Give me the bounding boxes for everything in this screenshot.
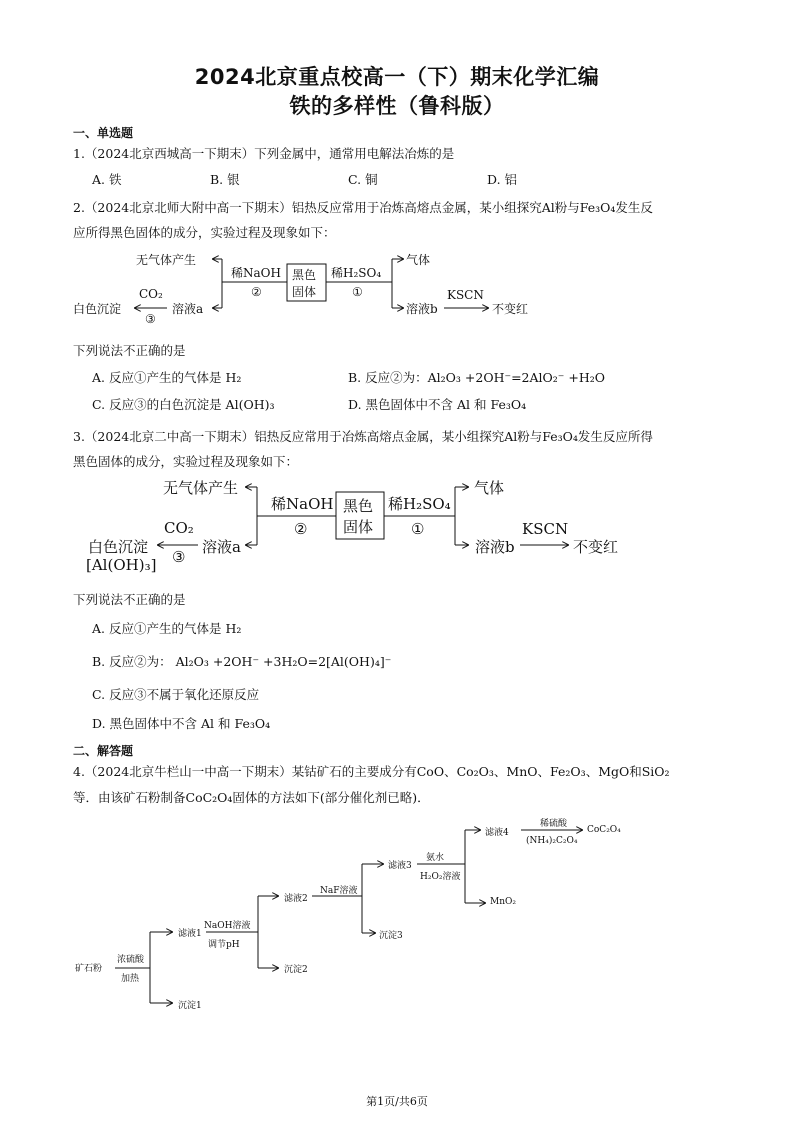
q4-naoh-solution: NaOH溶液 — [204, 921, 251, 931]
page-number: 第1页/共6页 — [366, 1095, 428, 1108]
q2-no-red-label: 不变红 — [492, 302, 529, 316]
q4-conc-h2so4: 浓硫酸 — [117, 955, 145, 965]
q2-solution-b: 溶液b — [406, 302, 438, 316]
q4-ammonia: 氨水 — [426, 853, 445, 863]
q3-aloh3-label: [Al(OH)₃] — [86, 556, 157, 574]
q4-ore-powder: 矿石粉 — [75, 964, 103, 974]
q2-no-gas-label: 无气体产生 — [136, 253, 197, 267]
q2-step3-label: ③ — [145, 312, 156, 326]
q2-step2-label: ② — [251, 285, 262, 299]
q4-adjust-ph: 调节pH — [208, 940, 240, 950]
q3-gas-label: 气体 — [474, 479, 505, 497]
q2-option-b: B. 反应②为：Al₂O₃ +2OH⁻=2AlO₂⁻ +H₂O — [348, 370, 605, 385]
q2-co2-label: CO₂ — [139, 287, 163, 301]
q2-black-solid-line2: 固体 — [292, 285, 317, 299]
q2-stem-line-2: 应所得黑色固体的成分，实验过程及现象如下： — [73, 225, 336, 240]
q2-naoh-label: 稀NaOH — [231, 266, 281, 280]
q4-mno2: MnO₂ — [490, 897, 516, 907]
q2-stem-line-1: 2.（2024北京北师大附中高一下期末）铝热反应常用于冶炼高熔点金属，某小组探究Al粉与Fe₃O₄发生反 — [73, 200, 653, 215]
q3-option-b: B. 反应②为： Al₂O₃ +2OH⁻ +3H₂O=2[Al(OH)₄]⁻ — [92, 654, 392, 669]
q3-option-d: D. 黑色固体中不含 Al 和 Fe₃O₄ — [92, 716, 271, 731]
q3-option-c: C. 反应③不属于氧化还原反应 — [92, 687, 260, 702]
q4-ammonium-oxalate: (NH₄)₂C₂O₄ — [526, 836, 578, 846]
q4-product-coc2o4: CoC₂O₄ — [587, 825, 621, 835]
q4-precipitate-3: 沉淀3 — [379, 931, 403, 941]
q4-naf-solution: NaF溶液 — [320, 886, 358, 896]
q2-step1-label: ① — [352, 285, 363, 299]
q2-gas-label: 气体 — [406, 253, 431, 267]
q2-h2so4-label: 稀H₂SO₄ — [331, 266, 382, 280]
q1-option-a: A. 铁 — [92, 172, 122, 187]
q2-black-solid-line1: 黑色 — [292, 268, 317, 282]
q3-white-ppt-label: 白色沉淀 — [88, 538, 149, 556]
section-single-choice: 一、单选题 — [73, 126, 134, 140]
q1-option-c: C. 铜 — [348, 172, 378, 187]
q3-no-gas-label: 无气体产生 — [163, 479, 239, 497]
q2-question: 下列说法不正确的是 — [73, 343, 186, 358]
q3-kscn-label: KSCN — [522, 520, 569, 538]
q2-option-c: C. 反应③的白色沉淀是 Al(OH)₃ — [92, 397, 275, 412]
q4-precipitate-2: 沉淀2 — [284, 965, 308, 975]
q4-precipitate-1: 沉淀1 — [178, 1001, 202, 1011]
q3-step2-label: ② — [294, 520, 308, 538]
q2-solution-a: 溶液a — [172, 302, 204, 316]
q2-white-ppt-label: 白色沉淀 — [73, 302, 122, 316]
q4-dilute-acid: 稀硫酸 — [540, 819, 568, 829]
q4-stem-line-1: 4.（2024北京牛栏山一中高一下期末）某钴矿石的主要成分有CoO、Co₂O₃、MnO、Fe₂O₃、MgO和SiO₂ — [73, 764, 670, 779]
q3-option-a: A. 反应①产生的气体是 H₂ — [92, 621, 242, 636]
page-title-line-2: 铁的多样性（鲁科版） — [289, 94, 505, 118]
q4-filtrate-1: 滤液1 — [178, 929, 202, 939]
q3-black-solid-line2: 固体 — [343, 518, 374, 536]
q3-step1-label: ① — [411, 520, 425, 538]
q3-no-red-label: 不变红 — [573, 538, 619, 556]
q3-stem-line-2: 黑色固体的成分，实验过程及现象如下： — [73, 454, 299, 469]
q4-heat: 加热 — [121, 974, 140, 984]
q3-stem-line-1: 3.（2024北京二中高一下期末）铝热反应常用于冶炼高熔点金属，某小组探究Al粉与Fe₃O₄发生反应所得 — [73, 429, 653, 444]
q1-option-d: D. 铝 — [487, 172, 518, 187]
q4-filtrate-3: 滤液3 — [388, 861, 412, 871]
q2-option-d: D. 黑色固体中不含 Al 和 Fe₃O₄ — [348, 397, 527, 412]
q3-question: 下列说法不正确的是 — [73, 592, 186, 607]
section-answer: 二、解答题 — [73, 744, 134, 758]
q1-stem: 1.（2024北京西城高一下期末）下列金属中，通常用电解法冶炼的是 — [73, 146, 455, 161]
page-title-line-1: 2024北京重点校高一（下）期末化学汇编 — [194, 65, 600, 89]
q3-co2-label: CO₂ — [164, 519, 194, 537]
q4-h2o2-solution: H₂O₂溶液 — [420, 872, 461, 882]
q3-black-solid-line1: 黑色 — [343, 497, 374, 515]
q3-naoh-label: 稀NaOH — [271, 495, 334, 513]
q3-h2so4-label: 稀H₂SO₄ — [388, 495, 451, 513]
q2-kscn-label: KSCN — [447, 288, 484, 302]
q3-solution-a: 溶液a — [202, 538, 241, 556]
q4-filtrate-2: 滤液2 — [284, 894, 308, 904]
q3-step3-label: ③ — [172, 548, 186, 566]
q4-filtrate-4: 滤液4 — [485, 828, 509, 838]
q1-option-b: B. 银 — [210, 172, 240, 187]
q3-solution-b: 溶液b — [475, 538, 515, 556]
q2-option-a: A. 反应①产生的气体是 H₂ — [92, 370, 242, 385]
q4-stem-line-2: 等．由该矿石粉制备CoC₂O₄固体的方法如下(部分催化剂已略)． — [73, 790, 430, 805]
